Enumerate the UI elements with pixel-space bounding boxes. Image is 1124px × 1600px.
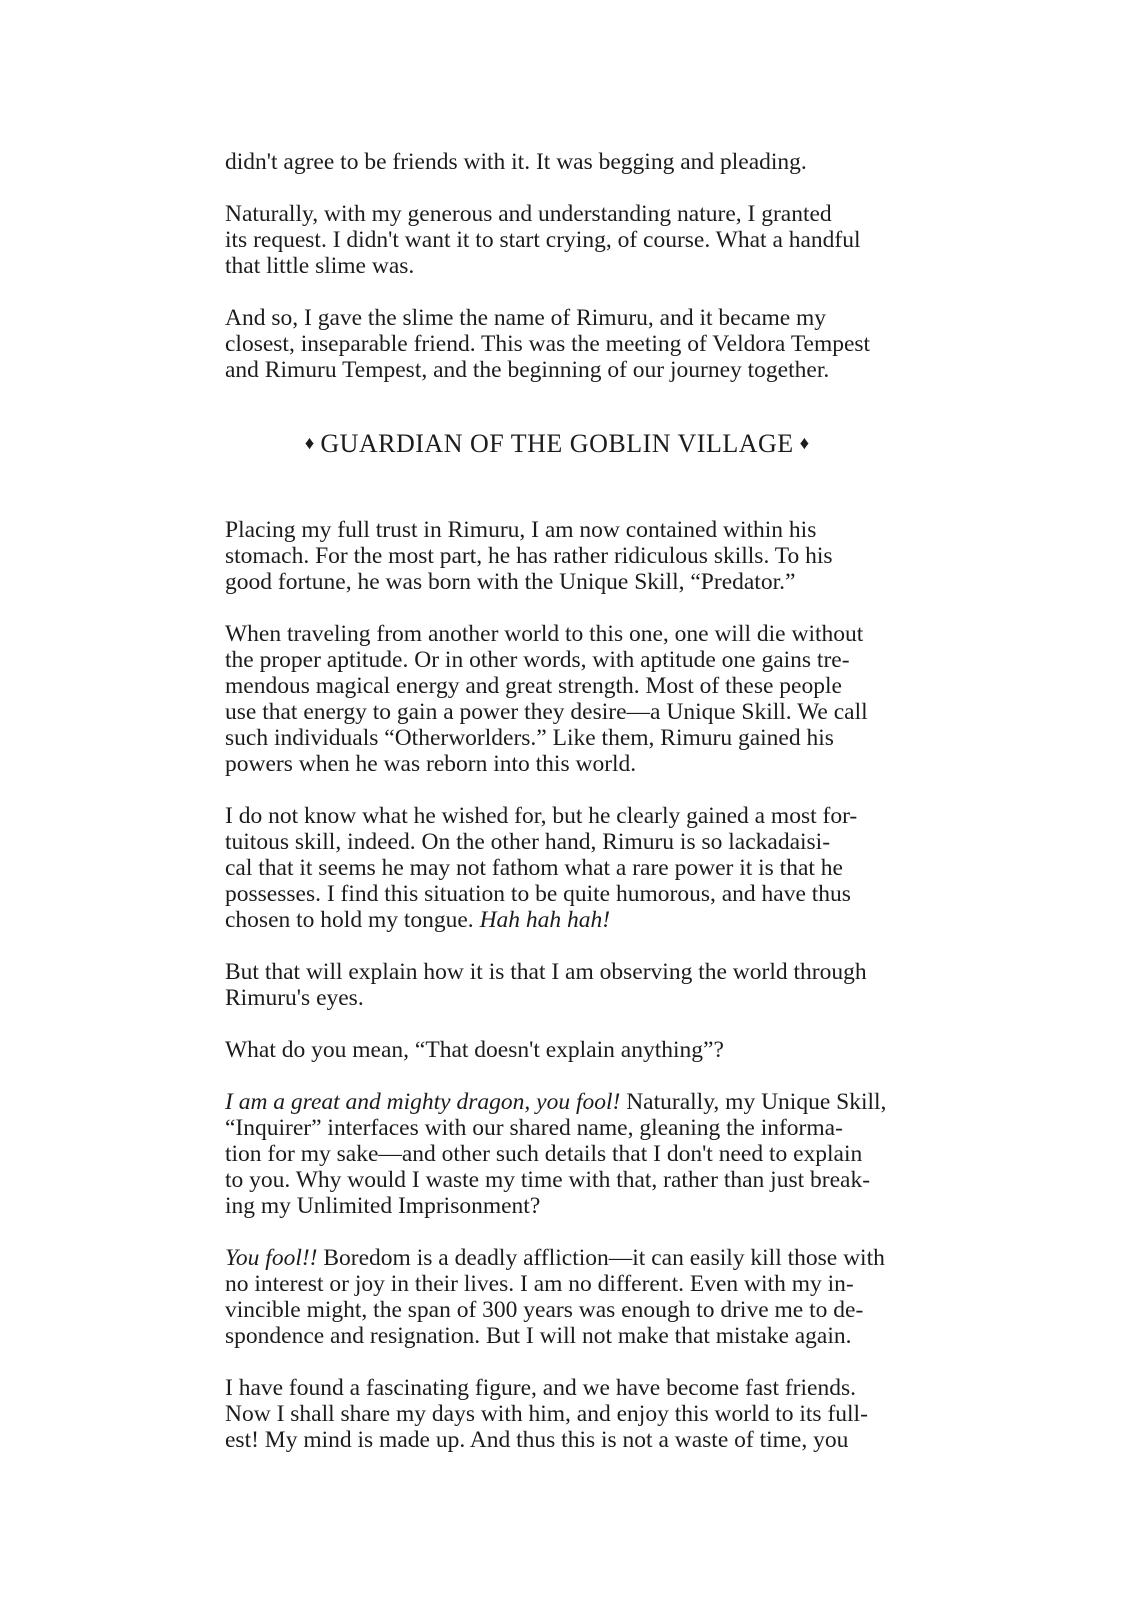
paragraph (225, 959, 889, 1011)
paragraph (225, 1375, 889, 1453)
text-line: good fortune, he was born with the Unique Skill, “Predator.” (225, 569, 796, 596)
text-line: the proper aptitude. Or in other words, with aptitude one gains tre- (225, 647, 850, 674)
paragraph (225, 1245, 889, 1349)
text-line: Rimuru's eyes. (225, 985, 364, 1012)
text-line: vincible might, the span of 300 years was enough to drive me to de- (225, 1297, 864, 1324)
text-line: est! My mind is made up. And thus this is not a waste of time, you (225, 1427, 849, 1454)
text-line: to you. Why would I waste my time with that, rather than just break- (225, 1167, 871, 1194)
text-line: possesses. I find this situation to be quite humorous, and have thus (225, 881, 851, 908)
text-line: powers when he was reborn into this world. (225, 751, 637, 778)
paragraph (225, 621, 889, 777)
text-line: didn't agree to be friends with it. It was begging and pleading. (225, 149, 807, 175)
text-line: and Rimuru Tempest, and the beginning of our journey together. (225, 357, 830, 383)
section-heading (225, 427, 889, 461)
diamond-icon: ♦ (304, 433, 315, 454)
text-line: What do you mean, “That doesn't explain anything”? (225, 1037, 724, 1064)
text-line: But that will explain how it is that I am observing the world through (225, 959, 867, 986)
text-line: use that energy to gain a power they desire—a Unique Skill. We call (225, 699, 868, 726)
paragraph (225, 1037, 889, 1063)
text-line: When traveling from another world to this one, one will die without (225, 621, 864, 648)
paragraph (225, 149, 889, 175)
section-heading-text: GUARDIAN OF THE GOBLIN VILLAGE (320, 429, 794, 459)
diamond-icon: ♦ (799, 433, 810, 454)
paragraph (225, 517, 889, 595)
text-line: Placing my full trust in Rimuru, I am now contained within his (225, 517, 817, 544)
text-line: that little slime was. (225, 253, 415, 279)
text-line: tion for my sake—and other such details that I don't need to explain (225, 1141, 863, 1168)
paragraph (225, 803, 889, 933)
intro-paragraphs (225, 149, 889, 383)
text-line: Naturally, with my generous and understanding nature, I granted (225, 201, 832, 227)
text-line: I do not know what he wished for, but he clearly gained a most for- (225, 803, 858, 830)
text-line: its request. I didn't want it to start crying, of course. What a handful (225, 227, 861, 253)
text-line: mendous magical energy and great strength. Most of these people (225, 673, 842, 700)
text-line: “Inquirer” interfaces with our shared name, gleaning the informa- (225, 1115, 843, 1142)
paragraph (225, 305, 889, 383)
text-line: tuitous skill, indeed. On the other hand, Rimuru is so lackadaisi- (225, 829, 831, 856)
text-line: I am a great and mighty dragon, you fool! Naturally, my Unique Skill, (225, 1089, 887, 1116)
text-line: stomach. For the most part, he has rather ridiculous skills. To his (225, 543, 833, 570)
text-line: chosen to hold my tongue. Hah hah hah! (225, 907, 611, 934)
text-line: closest, inseparable friend. This was the meeting of Veldora Tempest (225, 331, 871, 357)
text-column (225, 149, 889, 1479)
text-line: no interest or joy in their lives. I am no different. Even with my in- (225, 1271, 854, 1298)
text-line: ing my Unlimited Imprisonment? (225, 1193, 541, 1220)
text-line: such individuals “Otherworlders.” Like them, Rimuru gained his (225, 725, 834, 752)
text-line: spondence and resignation. But I will not make that mistake again. (225, 1323, 852, 1350)
paragraph (225, 1089, 889, 1219)
paragraph (225, 201, 889, 279)
text-line: I have found a fascinating figure, and we have become fast friends. (225, 1375, 856, 1402)
text-line: cal that it seems he may not fathom what a rare power it is that he (225, 855, 843, 882)
text-line: You fool!! Boredom is a deadly affliction—it can easily kill those with (225, 1245, 885, 1272)
text-line: And so, I gave the slime the name of Rimuru, and it became my (225, 305, 827, 331)
section-paragraphs (225, 517, 889, 1453)
text-line: Now I shall share my days with him, and enjoy this world to its full- (225, 1401, 868, 1428)
